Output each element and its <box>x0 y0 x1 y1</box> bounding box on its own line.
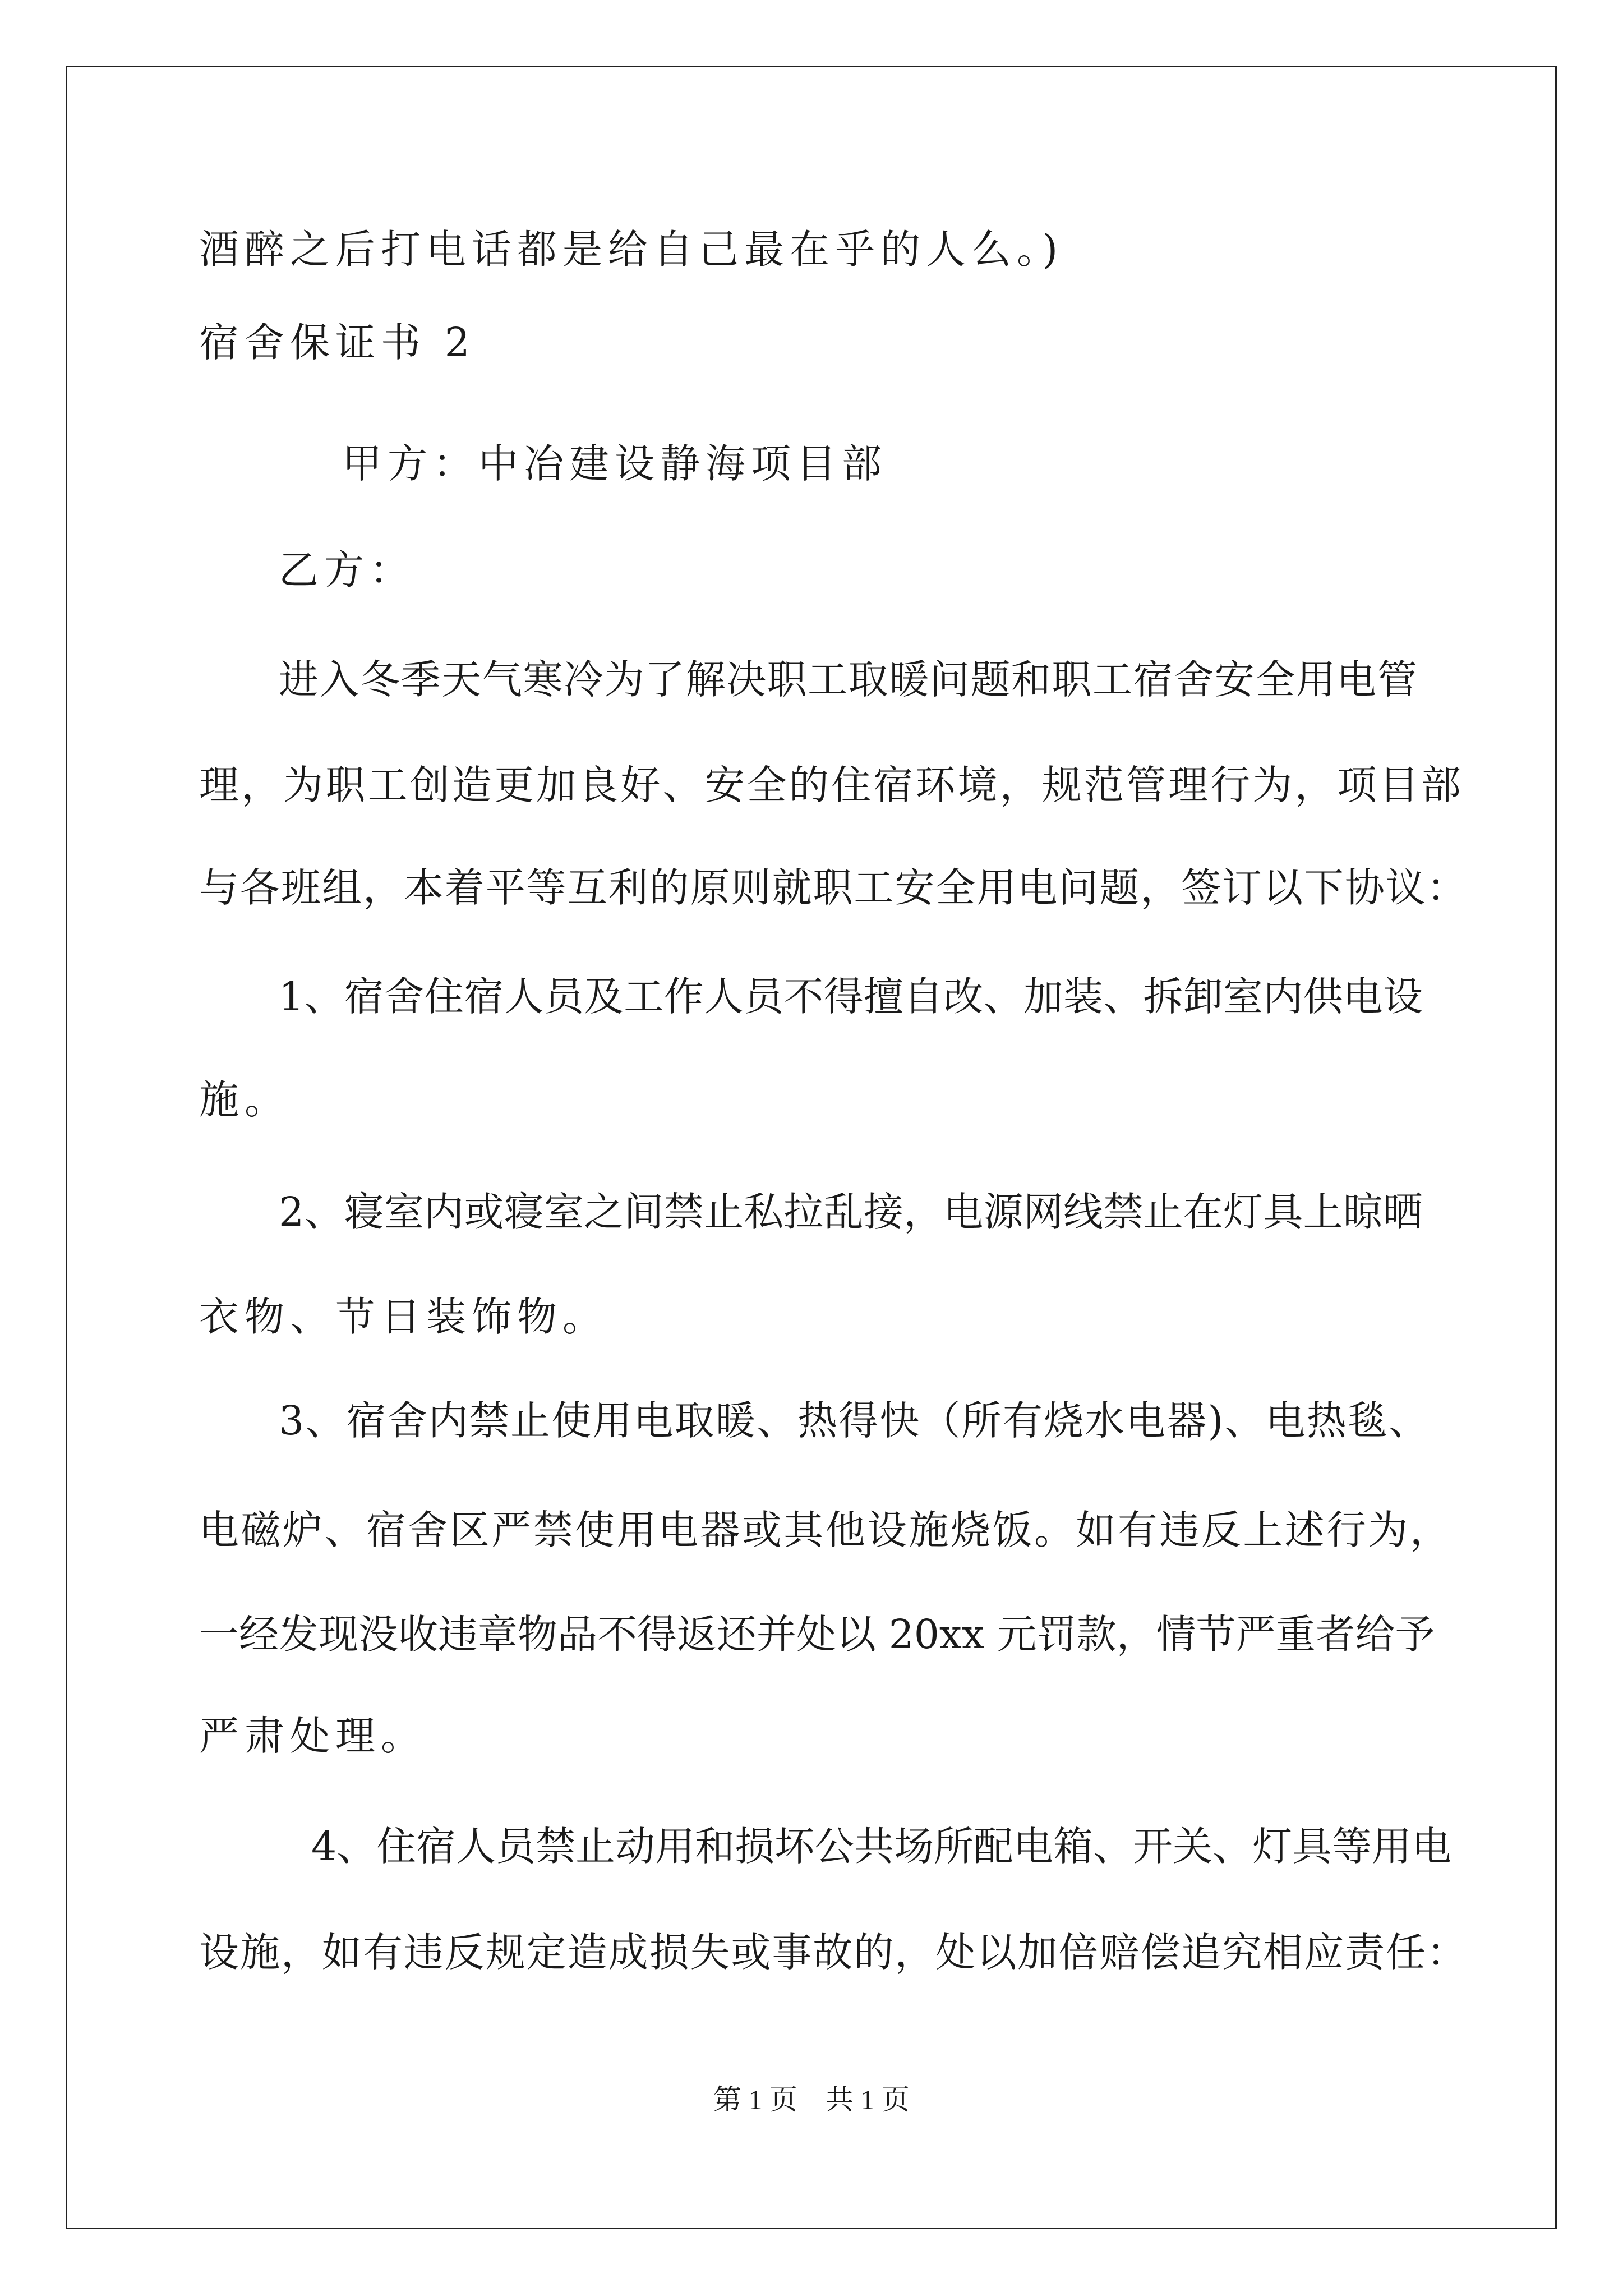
text-line: 电磁炉、宿舍区严禁使用电器或其他设施烧饭。如有违反上述行为， <box>199 1507 1450 1553</box>
text-line: 与各班组，本着平等互利的原则就职工安全用电问题，签订以下协议： <box>199 864 1467 911</box>
text-line: 理，为职工创造更加良好、安全的住宿环境，规范管理行为，项目部 <box>199 762 1461 808</box>
text-line: 1、宿舍住宿人员及工作人员不得擅自改、加装、拆卸室内供电设 <box>279 973 1423 1020</box>
text-line: 酒醉之后打电话都是给自己最在乎的人么。) <box>199 226 1064 273</box>
text-line: 设施，如有违反规定造成损失或事故的，处以加倍赔偿追究相应责任： <box>199 1929 1467 1976</box>
text-line: 2、寝室内或寝室之间禁止私拉乱接，电源网线禁止在灯具上晾晒 <box>279 1189 1423 1235</box>
party-a-line: 甲方：中冶建设静海项目部 <box>342 440 888 487</box>
text-line: 进入冬季天气寒冷为了解决职工取暖问题和职工宿舍安全用电管 <box>279 656 1417 703</box>
text-line: 衣物、节日装饰物。 <box>199 1294 608 1340</box>
page-border <box>66 66 1557 2229</box>
text-line: 严肃处理。 <box>199 1713 427 1759</box>
section-title: 宿舍保证书 2 <box>199 319 476 366</box>
party-b-line: 乙方： <box>279 547 416 593</box>
text-line: 一经发现没收违章物品不得返还并处以 20xx 元罚款，情节严重者给予 <box>199 1611 1435 1658</box>
text-line: 施。 <box>199 1076 291 1123</box>
text-line: 3、宿舍内禁止使用电取暖、热得快（所有烧水电器)、电热毯、 <box>279 1397 1428 1444</box>
page-number-footer: 第 1 页 共 1 页 <box>713 2084 910 2115</box>
text-line: 4、住宿人员禁止动用和损坏公共场所配电箱、开关、灯具等用电 <box>311 1823 1452 1870</box>
